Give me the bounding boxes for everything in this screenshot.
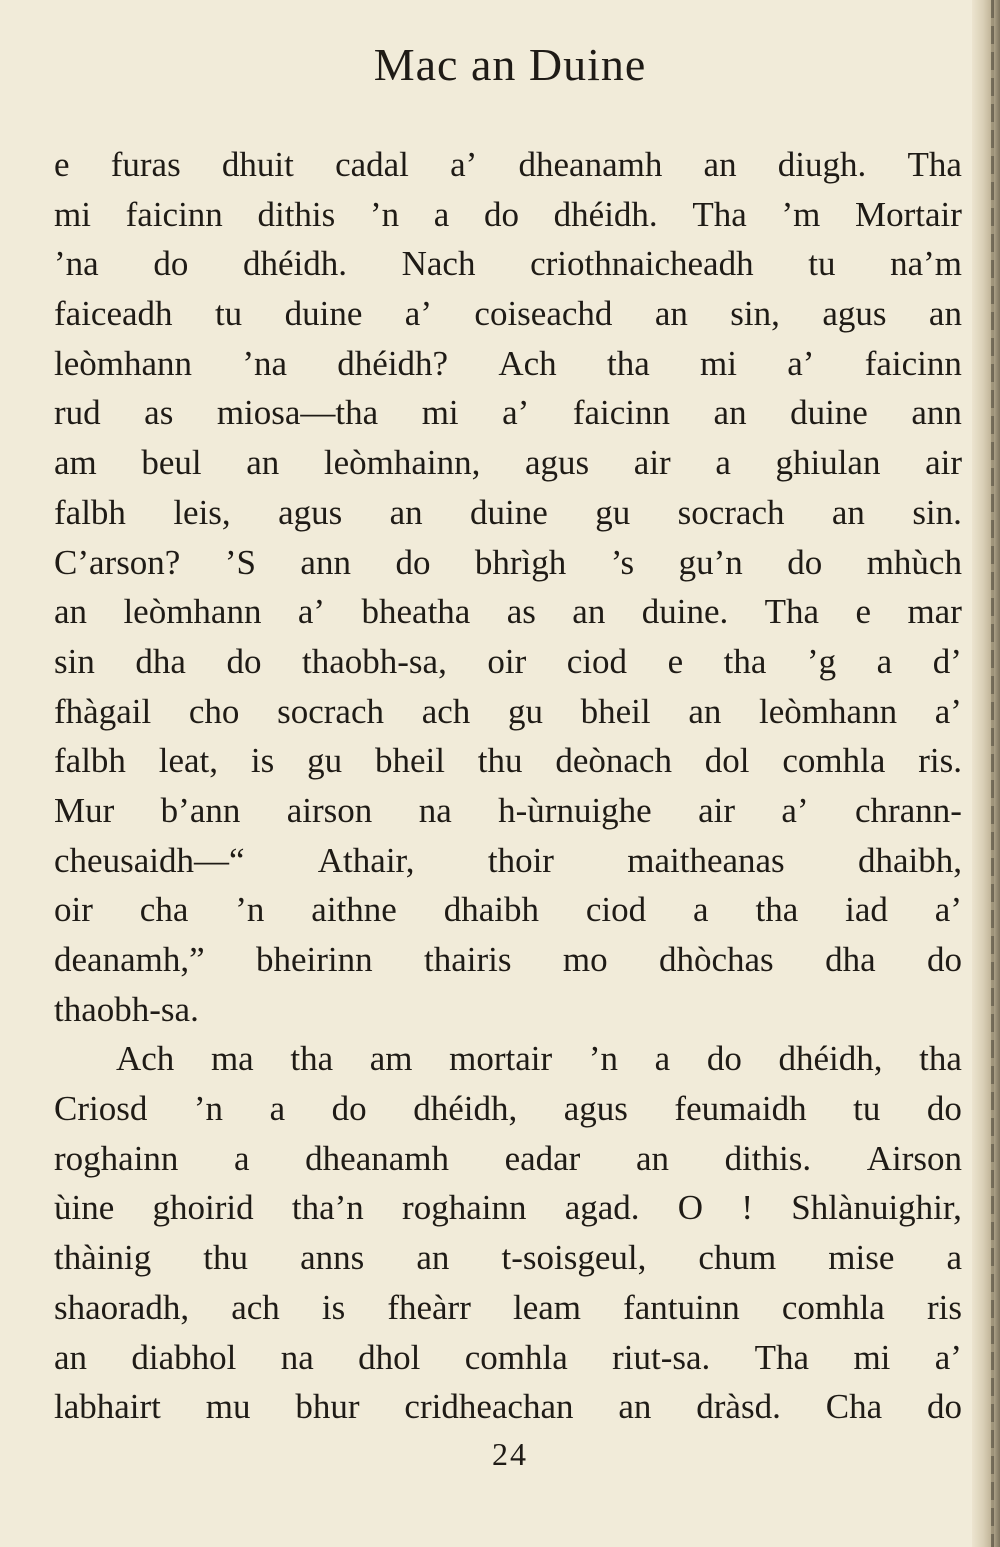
word: agus: [525, 443, 590, 483]
word: faicinn: [864, 343, 962, 383]
word: leòmhann: [54, 343, 193, 383]
word: falbh: [54, 741, 126, 781]
word: do: [926, 940, 962, 979]
word: coiseachd: [474, 294, 613, 334]
word: anns: [300, 1238, 365, 1278]
word: gu’n: [678, 542, 743, 582]
word: dhaibh,: [857, 840, 962, 880]
word: Tha: [907, 145, 962, 184]
word: a: [234, 1138, 250, 1178]
word: deanamh,”: [54, 940, 205, 979]
word: feumaidh: [674, 1089, 807, 1129]
word: an: [713, 393, 747, 433]
word: do: [706, 1039, 742, 1079]
word: as: [506, 592, 536, 632]
word: leam: [512, 1287, 581, 1327]
word: a: [876, 641, 893, 681]
word: thaobh-sa,: [302, 641, 447, 681]
text-line: [54, 687, 962, 737]
word: ’n: [369, 194, 400, 234]
word: cha: [139, 890, 189, 930]
text-line: [54, 1134, 962, 1184]
word: gu: [507, 691, 543, 731]
word: as: [144, 393, 174, 433]
word: do: [484, 194, 519, 234]
text-line: [54, 289, 962, 339]
text-line-paragraph-start: [54, 1034, 962, 1084]
word: chum: [698, 1238, 777, 1278]
word: a’: [781, 790, 809, 830]
word: dha: [825, 940, 876, 979]
word: dhaibh: [443, 890, 539, 930]
word: bhrìgh: [474, 542, 567, 582]
word: bheirinn: [256, 940, 373, 979]
word: Athair,: [317, 840, 415, 880]
text-line: [54, 587, 962, 637]
word: mi: [700, 343, 737, 383]
word: h-ùrnuighe: [498, 790, 652, 830]
word: dhéidh?: [337, 343, 449, 383]
text-line: [54, 140, 962, 190]
word: dheanamh: [518, 145, 663, 184]
word: air: [925, 443, 962, 483]
word: bheil: [580, 691, 651, 731]
word: d’: [932, 641, 962, 681]
text-line: [54, 1382, 962, 1432]
word: leòmhann: [759, 691, 898, 731]
word: dol: [704, 741, 750, 781]
word: an: [572, 592, 606, 632]
word: aithne: [311, 890, 397, 930]
word: sin,: [730, 294, 780, 334]
word: a: [715, 443, 731, 483]
word: chrann-: [855, 790, 962, 830]
word: socrach: [277, 691, 384, 731]
text-line: [54, 339, 962, 389]
word: cheusaidh—“: [54, 840, 245, 880]
word: Airson: [866, 1138, 962, 1178]
word: thairis: [424, 940, 512, 979]
word: riut-sa.: [612, 1337, 711, 1377]
word: mi: [54, 194, 91, 234]
word: e: [54, 145, 70, 184]
word: a’: [934, 1337, 962, 1377]
word: thu: [477, 741, 523, 781]
word: dhòchas: [658, 940, 774, 979]
word: mo: [562, 940, 608, 979]
word: mi: [853, 1337, 891, 1377]
word: mar: [907, 592, 962, 632]
word: ghoirid: [152, 1188, 254, 1228]
word: Tha: [692, 194, 747, 234]
word: tu: [214, 294, 243, 334]
text-line: [54, 538, 962, 588]
word: falbh: [54, 492, 126, 532]
text-line-paragraph-end: [54, 985, 962, 1035]
word: na: [418, 790, 452, 830]
word: an: [928, 294, 962, 334]
word: rud: [54, 393, 101, 433]
word: b’ann: [160, 790, 241, 830]
word: Ach: [498, 343, 557, 383]
word: roghainn: [402, 1188, 527, 1228]
word: mi: [421, 393, 459, 433]
word: bheil: [374, 741, 445, 781]
text-line: [54, 1333, 962, 1383]
word: Nach: [401, 244, 476, 284]
word: ma: [210, 1039, 254, 1079]
word: comhla: [782, 741, 886, 781]
word: leat,: [158, 741, 219, 781]
word: mise: [828, 1238, 895, 1278]
word: ach: [231, 1287, 280, 1327]
word: Tha: [764, 592, 820, 632]
word: an: [618, 1387, 652, 1427]
word: Mortair: [855, 194, 962, 234]
word: na’m: [890, 244, 962, 284]
word: t-soisgeul,: [501, 1238, 647, 1278]
word: am: [54, 443, 97, 483]
word: air: [698, 790, 736, 830]
word: socrach: [677, 492, 785, 532]
word: cadal: [335, 145, 409, 184]
text-line: [54, 388, 962, 438]
page-number: 24: [492, 1436, 528, 1472]
word: mhùch: [866, 542, 962, 582]
word: dhuit: [221, 145, 294, 184]
word: dithis: [257, 194, 336, 234]
word: dhéidh.: [242, 244, 347, 284]
word: do: [787, 542, 823, 582]
word: a’: [404, 294, 432, 334]
word: e: [667, 641, 684, 681]
word: tha: [755, 890, 799, 930]
word: oir: [487, 641, 527, 681]
word: shaoradh,: [54, 1287, 190, 1327]
word: gu: [307, 741, 343, 781]
word: cho: [188, 691, 240, 731]
word: dithis.: [724, 1138, 812, 1178]
text-line: [54, 1233, 962, 1283]
word: ann: [911, 393, 962, 433]
word: a’: [934, 890, 962, 930]
word: bhur: [295, 1387, 360, 1427]
word: do: [226, 641, 262, 681]
word: comhla: [781, 1287, 885, 1327]
word: tha: [606, 343, 650, 383]
word: Tha: [754, 1337, 810, 1377]
word: thaobh-sa.: [54, 989, 199, 1029]
text-line: [54, 488, 962, 538]
word: duine: [790, 393, 868, 433]
word: ’n: [588, 1039, 618, 1079]
running-head-title: Mac an Duine: [373, 39, 647, 90]
word: a’: [502, 393, 530, 433]
word: oir: [54, 890, 93, 930]
word: ’n: [235, 890, 265, 930]
text-line: [54, 239, 962, 289]
word: tha: [919, 1039, 962, 1079]
word: a: [269, 1089, 286, 1129]
word: C’arson?: [54, 542, 181, 582]
word: faicinn: [572, 393, 671, 433]
word: an: [416, 1238, 450, 1278]
word: air: [633, 443, 671, 483]
text-line: [54, 1283, 962, 1333]
word: an: [54, 592, 88, 632]
word: na: [280, 1337, 314, 1377]
word: ris: [926, 1287, 962, 1327]
word: dheanamh: [305, 1138, 449, 1178]
text-line: [54, 190, 962, 240]
word: an: [54, 1337, 88, 1377]
word: ’g: [806, 641, 837, 681]
word: agus: [822, 294, 887, 334]
word: ach: [421, 691, 471, 731]
text-line: [54, 438, 962, 488]
word: ghiulan: [775, 443, 881, 483]
word: ’na: [54, 244, 99, 284]
word: ann: [300, 542, 351, 582]
word: tu: [853, 1089, 881, 1129]
word: an: [688, 691, 722, 731]
word: iad: [845, 890, 888, 930]
word: furas: [110, 145, 181, 184]
word: a’: [297, 592, 326, 632]
word: a: [654, 1039, 671, 1079]
word: tu: [808, 244, 836, 284]
word: is: [250, 741, 275, 781]
word: thoir: [487, 840, 554, 880]
word: a’: [787, 343, 815, 383]
word: an: [635, 1138, 669, 1178]
word: agad.: [564, 1188, 640, 1228]
word: dhol: [358, 1337, 421, 1377]
word: an: [389, 492, 423, 532]
word: do: [153, 244, 189, 284]
text-line: [54, 935, 962, 985]
word: roghainn: [54, 1138, 179, 1178]
word: criothnaicheadh: [530, 244, 754, 284]
text-line: [54, 637, 962, 687]
text-line: [54, 736, 962, 786]
text-line: [54, 885, 962, 935]
word: ciod: [566, 641, 628, 681]
word: duine.: [641, 592, 729, 632]
word: !: [741, 1188, 753, 1228]
body-text: [54, 140, 962, 1432]
word: gu: [595, 492, 631, 532]
word: ’n: [193, 1089, 224, 1129]
word: sin: [54, 641, 95, 681]
word: an: [703, 145, 737, 184]
text-line: [54, 1084, 962, 1134]
word: labhairt: [54, 1387, 161, 1427]
word: miosa—tha: [216, 393, 379, 433]
word: do: [331, 1089, 367, 1129]
word: dhéidh,: [413, 1089, 518, 1129]
word: duine: [470, 492, 548, 532]
word: ’s: [610, 542, 635, 582]
word: is: [321, 1287, 346, 1327]
word: fheàrr: [387, 1287, 471, 1327]
word: a: [433, 194, 450, 234]
word: dhéidh,: [778, 1039, 883, 1079]
word: ùine: [54, 1188, 115, 1228]
word: duine: [284, 294, 363, 334]
word: bheatha: [361, 592, 471, 632]
word: leòmhainn,: [323, 443, 481, 483]
word: tha: [723, 641, 767, 681]
word: tha’n: [291, 1188, 364, 1228]
word: comhla: [464, 1337, 568, 1377]
word: do: [926, 1387, 962, 1427]
word: faiceadh: [54, 294, 173, 334]
word: fantuinn: [623, 1287, 740, 1327]
word: ’S: [224, 542, 256, 582]
word: dhéidh.: [553, 194, 658, 234]
word: dha: [135, 641, 186, 681]
word: ris.: [918, 741, 962, 781]
word: Ach: [116, 1039, 175, 1079]
word: deònach: [555, 741, 672, 781]
word: a: [946, 1238, 962, 1278]
word: agus: [278, 492, 343, 532]
word: cridheachan: [404, 1387, 574, 1427]
word: a’: [934, 691, 962, 731]
word: maitheanas: [627, 840, 785, 880]
text-line: [54, 786, 962, 836]
word: Cha: [825, 1387, 883, 1427]
word: tha: [290, 1039, 334, 1079]
word: thu: [203, 1238, 249, 1278]
word: e: [855, 592, 872, 632]
text-line: [54, 1183, 962, 1233]
page-edge: [972, 0, 1000, 1547]
word: do: [395, 542, 431, 582]
word: diabhol: [131, 1337, 237, 1377]
word: an: [831, 492, 865, 532]
word: leòmhann: [123, 592, 262, 632]
word: thàinig: [54, 1238, 152, 1278]
word: a: [693, 890, 709, 930]
word: faicinn: [125, 194, 223, 234]
word: a’: [450, 145, 478, 184]
word: Criosd: [54, 1089, 148, 1129]
word: fhàgail: [54, 691, 152, 731]
text-line: [54, 836, 962, 886]
word: agus: [563, 1089, 628, 1129]
word: leis,: [173, 492, 231, 532]
word: airson: [286, 790, 373, 830]
word: eadar: [504, 1138, 581, 1178]
word: an: [654, 294, 688, 334]
word: ’na: [242, 343, 288, 383]
word: do: [926, 1089, 962, 1129]
word: diugh.: [777, 145, 867, 184]
word: ciod: [585, 890, 647, 930]
word: dràsd.: [696, 1387, 781, 1427]
word: mu: [205, 1387, 251, 1427]
word: ’m: [781, 194, 821, 234]
word: Shlànuighir,: [791, 1188, 962, 1228]
word: Mur: [54, 790, 115, 830]
word: an: [246, 443, 280, 483]
word: beul: [141, 443, 202, 483]
word: mortair: [449, 1039, 553, 1079]
word: sin.: [912, 492, 962, 532]
word: O: [677, 1188, 704, 1228]
word: am: [369, 1039, 413, 1079]
